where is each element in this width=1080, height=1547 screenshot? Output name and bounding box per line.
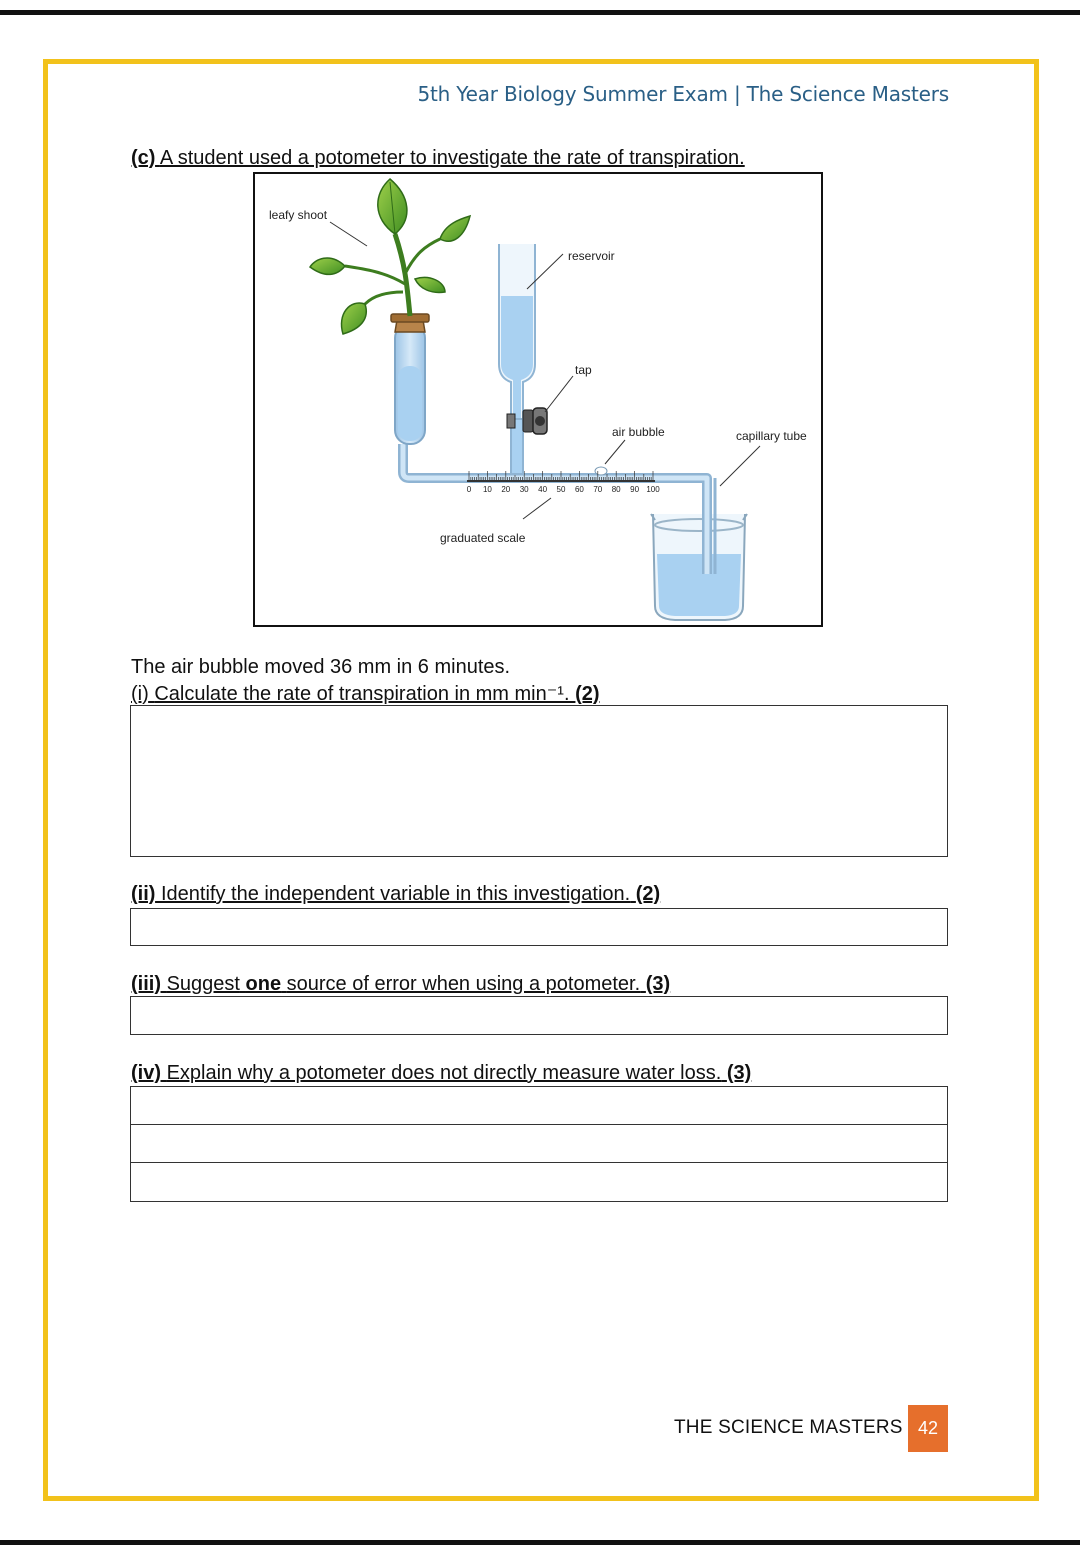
question-i-marks: (2) (575, 683, 600, 705)
label-graduated-scale: graduated scale (440, 531, 526, 545)
question-c-label: (c) (131, 147, 156, 169)
label-capillary-tube: capillary tube (736, 429, 807, 443)
question-iv (131, 1062, 751, 1085)
scale-tick-label: 40 (538, 485, 548, 494)
question-iv-text: Explain why a potometer does not directly measure water loss. (166, 1062, 722, 1084)
potometer-diagram (255, 174, 823, 627)
scale-tick-label: 30 (519, 485, 529, 494)
scale-tick-label: 90 (630, 485, 640, 494)
footer-brand: THE SCIENCE MASTERS (674, 1417, 903, 1438)
label-tap: tap (575, 363, 592, 377)
answer-box-iv-line-1[interactable] (130, 1086, 948, 1125)
potometer-figure (253, 172, 823, 627)
question-iii-text-before: Suggest (166, 973, 240, 995)
question-iii (131, 973, 670, 996)
page-number-badge: 42 (908, 1405, 948, 1452)
answer-box-iv-line-2[interactable] (130, 1124, 948, 1163)
scale-tick-label: 70 (593, 485, 603, 494)
question-i-number: (i) (131, 683, 149, 705)
beaker (651, 514, 747, 620)
scale-tick-label: 50 (556, 485, 566, 494)
label-reservoir: reservoir (568, 249, 615, 263)
question-ii-number: (ii) (131, 883, 156, 905)
question-c-intro (131, 147, 745, 170)
scale-tick-label: 80 (611, 485, 621, 494)
question-c-text: A student used a potometer to investigate the rate of transpiration. (159, 147, 745, 169)
question-i-text: Calculate the rate of transpiration in mm min⁻¹. (154, 683, 570, 705)
scale-tick-label: 20 (501, 485, 511, 494)
page-header: 5th Year Biology Summer Exam | The Science Masters (417, 82, 949, 106)
question-ii-marks: (2) (635, 883, 661, 905)
scale-tick-label: 10 (482, 485, 492, 494)
leafy-shoot (310, 179, 470, 334)
question-iii-number: (iii) (131, 973, 161, 995)
question-i (131, 681, 600, 706)
bottom-rule (0, 1540, 1080, 1545)
reservoir (499, 244, 535, 474)
statement: The air bubble moved 36 mm in 6 minutes. (131, 656, 511, 678)
answer-box-iv-line-3[interactable] (130, 1162, 948, 1202)
scale-tick-label: 100 (646, 485, 660, 494)
scale-tick-label: 0 (466, 485, 472, 494)
question-iii-marks: (3) (645, 973, 671, 995)
label-air-bubble: air bubble (612, 425, 665, 439)
question-iv-marks: (3) (726, 1062, 752, 1084)
scale-tick-label: 60 (574, 485, 584, 494)
question-ii-text: Identify the independent variable in this investigation. (161, 883, 631, 905)
shoot-tube (391, 314, 429, 444)
label-leafy-shoot: leafy shoot (269, 208, 328, 222)
question-iii-emphasis: one (245, 973, 282, 995)
answer-box-ii[interactable] (130, 908, 948, 946)
question-iv-number: (iv) (131, 1062, 161, 1084)
scale-tick-labels (467, 485, 660, 494)
question-ii (131, 883, 660, 906)
answer-box-iii[interactable] (130, 996, 948, 1035)
question-iii-text-after: source of error when using a potometer. (286, 973, 641, 995)
answer-box-i[interactable] (130, 705, 948, 857)
top-rule (0, 10, 1080, 15)
air-bubble (595, 467, 607, 475)
